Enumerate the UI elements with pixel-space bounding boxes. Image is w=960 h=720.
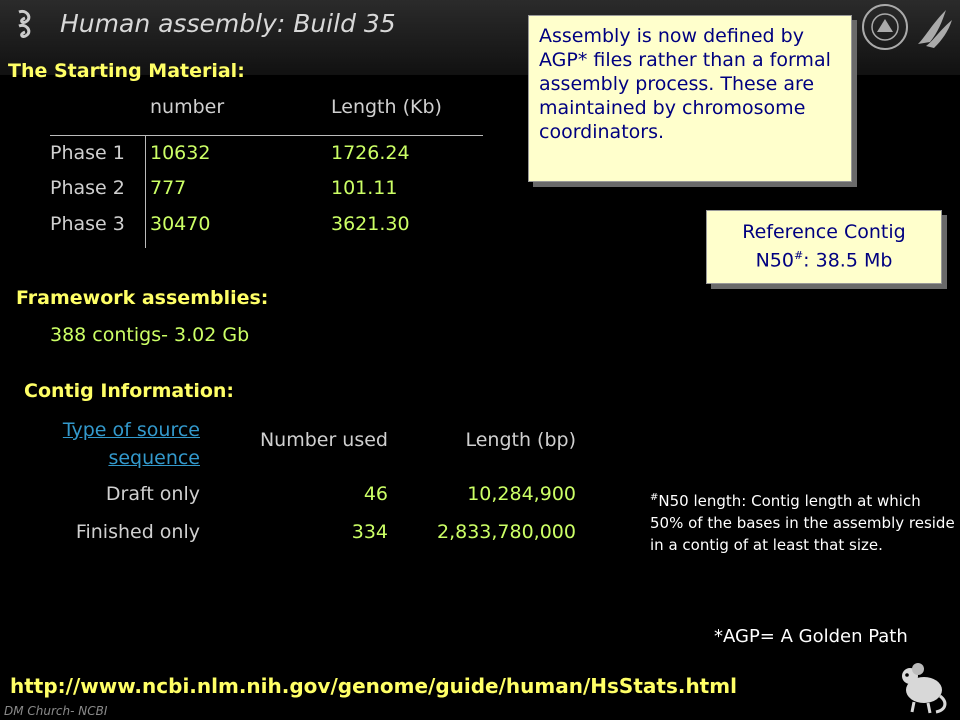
- page-title: Human assembly: Build 35: [60, 9, 396, 38]
- nih-seal-icon: [860, 2, 910, 52]
- hhs-eagle-icon: [912, 2, 958, 52]
- number-used: 46: [363, 483, 388, 505]
- dna-squiggle-icon: [14, 8, 40, 40]
- table-header-divider: [50, 135, 483, 136]
- credit-text: DM Church- NCBI: [4, 704, 108, 718]
- reference-contig-line2: N50#: 38.5 Mb: [755, 249, 893, 272]
- agp-note-box: [528, 15, 852, 182]
- phase-length: 1726.24: [331, 142, 410, 164]
- phase-number: 10632: [150, 142, 211, 164]
- phase-label: Phase 3: [50, 213, 125, 235]
- agp-note-text: Assembly is now defined by AGP* files rather than a formal assembly process. These are maintained by chromosome coordinators.: [539, 25, 831, 143]
- contig-info-heading: Contig Information:: [24, 380, 235, 402]
- source-type: Finished only: [75, 521, 200, 543]
- source-type: Draft only: [105, 483, 200, 505]
- col-header-length-bp: Length (bp): [465, 429, 576, 451]
- agp-footnote: *AGP= A Golden Path: [714, 626, 908, 647]
- col-header-length: Length (Kb): [331, 96, 442, 118]
- reference-contig-box: [706, 210, 942, 284]
- phase-number: 777: [150, 177, 187, 199]
- framework-value: 388 contigs- 3.02 Gb: [50, 324, 250, 346]
- n50-footnote: #N50 length: Contig length at which 50% of the bases in the assembly reside in a contig of at least that size.: [650, 492, 955, 554]
- mouse-icon: [888, 658, 952, 716]
- number-used: 334: [351, 521, 388, 543]
- phase-length: 3621.30: [331, 213, 410, 235]
- length-bp: 2,833,780,000: [436, 521, 576, 543]
- phase-number: 30470: [150, 213, 211, 235]
- table-column-divider: [145, 135, 146, 248]
- type-of-source-link[interactable]: Type of source sequence: [62, 419, 200, 469]
- phase-label: Phase 2: [50, 177, 125, 199]
- col-header-number: number: [150, 96, 225, 118]
- stats-url-link[interactable]: http://www.ncbi.nlm.nih.gov/genome/guide/human/HsStats.html: [10, 674, 737, 698]
- phase-length: 101.11: [331, 177, 398, 199]
- phase-label: Phase 1: [50, 142, 125, 164]
- starting-material-heading: The Starting Material:: [8, 60, 245, 82]
- reference-contig-line1: Reference Contig: [742, 221, 906, 243]
- framework-heading: Framework assemblies:: [16, 287, 269, 309]
- length-bp: 10,284,900: [467, 483, 576, 505]
- col-header-number-used: Number used: [259, 429, 388, 451]
